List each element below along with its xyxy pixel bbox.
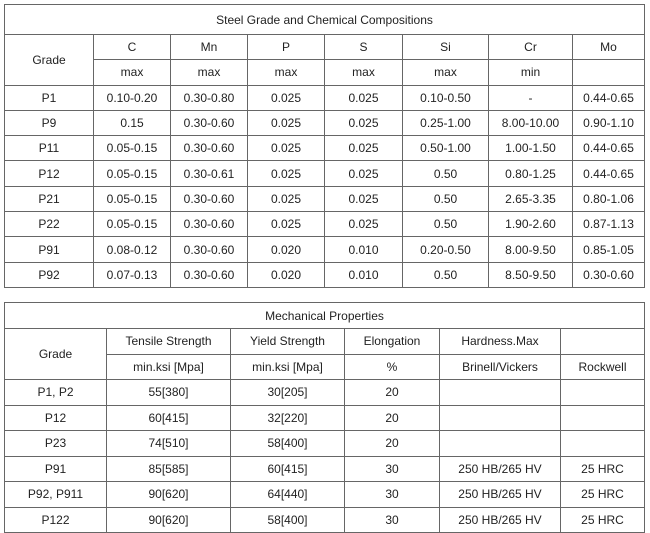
- composition-cell: 0.20-0.50: [403, 237, 489, 262]
- composition-cell: 0.50: [403, 186, 489, 211]
- composition-cell: 0.30-0.60: [171, 186, 248, 211]
- rockwell-cell: [561, 431, 645, 457]
- grade-cell: P12: [5, 405, 107, 431]
- chemical-title-row: [5, 5, 645, 35]
- yield-cell: 30[205]: [231, 380, 345, 406]
- chemical-limit-header-row: [5, 60, 645, 85]
- brinell-vickers-cell: 250 HB/265 HV: [440, 482, 561, 508]
- property-header: Hardness.Max: [440, 329, 561, 355]
- composition-cell: 0.90-1.10: [573, 110, 645, 135]
- grade-cell: P91: [5, 456, 107, 482]
- rockwell-cell: 25 HRC: [561, 507, 645, 533]
- composition-cell: 0.44-0.65: [573, 161, 645, 186]
- limit-header: min: [489, 60, 573, 85]
- table-row: [5, 110, 645, 135]
- limit-header: max: [325, 60, 403, 85]
- chemical-grade-header: Grade: [5, 35, 94, 86]
- grade-cell: P22: [5, 212, 94, 237]
- table-row: [5, 482, 645, 508]
- mechanical-grade-header: Grade: [5, 329, 107, 380]
- composition-cell: 0.05-0.15: [94, 161, 171, 186]
- elongation-cell: 20: [345, 405, 440, 431]
- grade-cell: P91: [5, 237, 94, 262]
- elongation-cell: 30: [345, 456, 440, 482]
- composition-cell: 0.010: [325, 262, 403, 287]
- yield-cell: 32[220]: [231, 405, 345, 431]
- composition-cell: 0.025: [248, 161, 325, 186]
- yield-cell: 60[415]: [231, 456, 345, 482]
- composition-cell: 0.30-0.60: [171, 237, 248, 262]
- composition-cell: 0.50: [403, 161, 489, 186]
- chemical-table-title: Steel Grade and Chemical Compositions: [5, 5, 645, 35]
- grade-cell: P12: [5, 161, 94, 186]
- property-header: [561, 329, 645, 355]
- table-row: [5, 161, 645, 186]
- brinell-vickers-cell: [440, 380, 561, 406]
- composition-cell: 0.30-0.60: [573, 262, 645, 287]
- composition-cell: 0.50-1.00: [403, 136, 489, 161]
- composition-cell: 0.025: [325, 186, 403, 211]
- property-subheader: %: [345, 354, 440, 380]
- element-header: C: [94, 35, 171, 60]
- property-subheader: Rockwell: [561, 354, 645, 380]
- brinell-vickers-cell: [440, 405, 561, 431]
- element-header: P: [248, 35, 325, 60]
- rockwell-cell: [561, 405, 645, 431]
- elongation-cell: 20: [345, 431, 440, 457]
- composition-cell: -: [489, 85, 573, 110]
- property-subheader: min.ksi [Mpa]: [107, 354, 231, 380]
- rockwell-cell: 25 HRC: [561, 482, 645, 508]
- composition-cell: 0.25-1.00: [403, 110, 489, 135]
- grade-cell: P11: [5, 136, 94, 161]
- element-header: Mn: [171, 35, 248, 60]
- tensile-cell: 60[415]: [107, 405, 231, 431]
- yield-cell: 58[400]: [231, 431, 345, 457]
- composition-cell: 0.44-0.65: [573, 85, 645, 110]
- composition-cell: 0.87-1.13: [573, 212, 645, 237]
- composition-cell: 0.05-0.15: [94, 136, 171, 161]
- yield-cell: 58[400]: [231, 507, 345, 533]
- table-row: [5, 212, 645, 237]
- table-row: [5, 186, 645, 211]
- mechanical-properties-table: [4, 302, 645, 533]
- composition-cell: 0.025: [325, 136, 403, 161]
- composition-cell: 0.30-0.60: [171, 136, 248, 161]
- mechanical-header-row: [5, 329, 645, 355]
- composition-cell: 0.020: [248, 237, 325, 262]
- limit-header: max: [248, 60, 325, 85]
- rockwell-cell: 25 HRC: [561, 456, 645, 482]
- limit-header: [573, 60, 645, 85]
- table-row: [5, 237, 645, 262]
- limit-header: max: [171, 60, 248, 85]
- table-row: [5, 507, 645, 533]
- composition-cell: 0.025: [248, 85, 325, 110]
- composition-cell: 0.50: [403, 262, 489, 287]
- composition-cell: 0.15: [94, 110, 171, 135]
- composition-cell: 0.30-0.60: [171, 110, 248, 135]
- brinell-vickers-cell: 250 HB/265 HV: [440, 507, 561, 533]
- table-row: [5, 380, 645, 406]
- composition-cell: 0.025: [325, 212, 403, 237]
- table-row: [5, 456, 645, 482]
- composition-cell: 8.00-9.50: [489, 237, 573, 262]
- composition-cell: 1.90-2.60: [489, 212, 573, 237]
- grade-cell: P122: [5, 507, 107, 533]
- composition-cell: 0.30-0.60: [171, 212, 248, 237]
- composition-cell: 0.025: [248, 212, 325, 237]
- composition-cell: 0.05-0.15: [94, 186, 171, 211]
- property-header: Tensile Strength: [107, 329, 231, 355]
- grade-cell: P1, P2: [5, 380, 107, 406]
- chemical-element-header-row: [5, 35, 645, 60]
- composition-cell: 0.020: [248, 262, 325, 287]
- composition-cell: 8.50-9.50: [489, 262, 573, 287]
- elongation-cell: 30: [345, 507, 440, 533]
- composition-cell: 1.00-1.50: [489, 136, 573, 161]
- table-row: [5, 262, 645, 287]
- composition-cell: 0.025: [325, 85, 403, 110]
- property-header: Yield Strength: [231, 329, 345, 355]
- composition-cell: 0.025: [248, 110, 325, 135]
- table-row: [5, 431, 645, 457]
- tensile-cell: 85[585]: [107, 456, 231, 482]
- tensile-cell: 55[380]: [107, 380, 231, 406]
- property-header: Elongation: [345, 329, 440, 355]
- composition-cell: 0.85-1.05: [573, 237, 645, 262]
- grade-cell: P21: [5, 186, 94, 211]
- composition-cell: 8.00-10.00: [489, 110, 573, 135]
- limit-header: max: [403, 60, 489, 85]
- table-row: [5, 405, 645, 431]
- property-subheader: Brinell/Vickers: [440, 354, 561, 380]
- composition-cell: 0.30-0.80: [171, 85, 248, 110]
- composition-cell: 0.30-0.61: [171, 161, 248, 186]
- element-header: S: [325, 35, 403, 60]
- element-header: Cr: [489, 35, 573, 60]
- grade-cell: P92: [5, 262, 94, 287]
- tensile-cell: 74[510]: [107, 431, 231, 457]
- tensile-cell: 90[620]: [107, 507, 231, 533]
- composition-cell: 0.025: [325, 110, 403, 135]
- composition-cell: 0.10-0.50: [403, 85, 489, 110]
- grade-cell: P23: [5, 431, 107, 457]
- property-subheader: min.ksi [Mpa]: [231, 354, 345, 380]
- composition-cell: 0.010: [325, 237, 403, 262]
- element-header: Mo: [573, 35, 645, 60]
- composition-cell: 0.10-0.20: [94, 85, 171, 110]
- composition-cell: 0.80-1.06: [573, 186, 645, 211]
- brinell-vickers-cell: [440, 431, 561, 457]
- grade-cell: P92, P911: [5, 482, 107, 508]
- yield-cell: 64[440]: [231, 482, 345, 508]
- composition-cell: 0.025: [248, 186, 325, 211]
- table-row: [5, 85, 645, 110]
- table-row: [5, 136, 645, 161]
- composition-cell: 2.65-3.35: [489, 186, 573, 211]
- composition-cell: 0.025: [325, 161, 403, 186]
- composition-cell: 0.08-0.12: [94, 237, 171, 262]
- composition-cell: 0.05-0.15: [94, 212, 171, 237]
- chemical-composition-table: [4, 4, 645, 288]
- mechanical-title-row: [5, 303, 645, 329]
- composition-cell: 0.44-0.65: [573, 136, 645, 161]
- element-header: Si: [403, 35, 489, 60]
- composition-cell: 0.07-0.13: [94, 262, 171, 287]
- composition-cell: 0.025: [248, 136, 325, 161]
- composition-cell: 0.50: [403, 212, 489, 237]
- brinell-vickers-cell: 250 HB/265 HV: [440, 456, 561, 482]
- composition-cell: 0.80-1.25: [489, 161, 573, 186]
- tensile-cell: 90[620]: [107, 482, 231, 508]
- composition-cell: 0.30-0.60: [171, 262, 248, 287]
- elongation-cell: 20: [345, 380, 440, 406]
- grade-cell: P9: [5, 110, 94, 135]
- rockwell-cell: [561, 380, 645, 406]
- grade-cell: P1: [5, 85, 94, 110]
- elongation-cell: 30: [345, 482, 440, 508]
- mechanical-table-title: Mechanical Properties: [5, 303, 645, 329]
- limit-header: max: [94, 60, 171, 85]
